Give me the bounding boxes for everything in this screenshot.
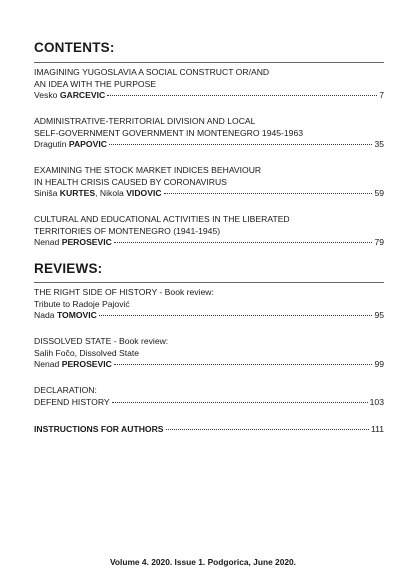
entry-title-line: IN HEALTH CRISIS CAUSED BY CORONAVIRUS	[34, 176, 227, 187]
entry-authors: Nenad PEROSEVIC	[34, 237, 112, 248]
entry-title-line: Salih Fočo, Dissolved State	[34, 347, 140, 358]
entry-page-number: 35	[374, 139, 384, 150]
toc-entry[interactable]	[34, 336, 384, 371]
contents-heading: CONTENTS:	[34, 40, 115, 55]
dot-leader	[114, 242, 373, 243]
entry-page-number: 59	[374, 188, 384, 199]
dot-leader	[114, 364, 373, 365]
entry-title-line: DISSOLVED STATE - Book review:	[34, 336, 169, 346]
dot-leader	[107, 95, 377, 96]
toc-entry-instructions[interactable]	[34, 424, 384, 436]
entry-authors: Siniša KURTES, Nikola VIDOVIC	[34, 188, 162, 199]
toc-entry[interactable]	[34, 287, 384, 322]
dot-leader	[112, 402, 368, 403]
entry-title-line: ADMINISTRATIVE-TERRITORIAL DIVISION AND LOCAL	[34, 116, 256, 126]
entry-title-line: IMAGINING YUGOSLAVIA A SOCIAL CONSTRUCT OR/AND	[34, 67, 270, 77]
dot-leader	[166, 429, 369, 430]
entry-title-line: THE RIGHT SIDE OF HISTORY - Book review:	[34, 287, 214, 297]
toc-entry[interactable]	[34, 116, 384, 151]
entry-title-line: EXAMINING THE STOCK MARKET INDICES BEHAVIOUR	[34, 165, 262, 175]
entry-title-line: CULTURAL AND EDUCATIONAL ACTIVITIES IN THE LIBERATED	[34, 214, 290, 224]
toc-entry[interactable]	[34, 165, 384, 200]
entry-title-line: DEFEND HISTORY	[34, 396, 110, 407]
entry-page-number: 103	[369, 396, 384, 407]
dot-leader	[99, 315, 373, 316]
entry-page-number: 111	[370, 424, 384, 434]
toc-entry[interactable]	[34, 67, 384, 102]
reviews-heading: REVIEWS:	[34, 261, 103, 276]
entry-title-line: DECLARATION:	[34, 385, 97, 395]
entry-authors: Nada TOMOVIC	[34, 310, 97, 321]
entry-title-line: AN IDEA WITH THE PURPOSE	[34, 78, 157, 89]
entry-page-number: 7	[379, 90, 384, 101]
entry-title-line: Tribute to Radoje Pajović	[34, 298, 130, 309]
entry-authors: Dragutin PAPOVIC	[34, 139, 107, 150]
toc-entry[interactable]	[34, 214, 384, 249]
dot-leader	[164, 193, 373, 194]
toc-entry-declaration[interactable]	[34, 385, 384, 408]
contents-divider	[34, 62, 384, 63]
entry-page-number: 79	[374, 237, 384, 248]
reviews-divider	[34, 282, 384, 283]
entry-title-line: SELF-GOVERNMENT GOVERNMENT IN MONTENEGRO 1945-1963	[34, 127, 304, 138]
entry-page-number: 99	[374, 359, 384, 370]
entry-title-line: INSTRUCTIONS FOR AUTHORS	[34, 424, 164, 434]
entry-title-line: TERRITORIES OF MONTENEGRO (1941-1945)	[34, 225, 221, 236]
entry-page-number: 95	[374, 310, 384, 321]
issue-footer: Volume 4. 2020. Issue 1. Podgorica, June 2020.	[109, 557, 297, 567]
entry-authors: Vesko GARCEVIC	[34, 90, 106, 101]
entry-authors: Nenad PEROSEVIC	[34, 359, 112, 370]
dot-leader	[109, 144, 373, 145]
